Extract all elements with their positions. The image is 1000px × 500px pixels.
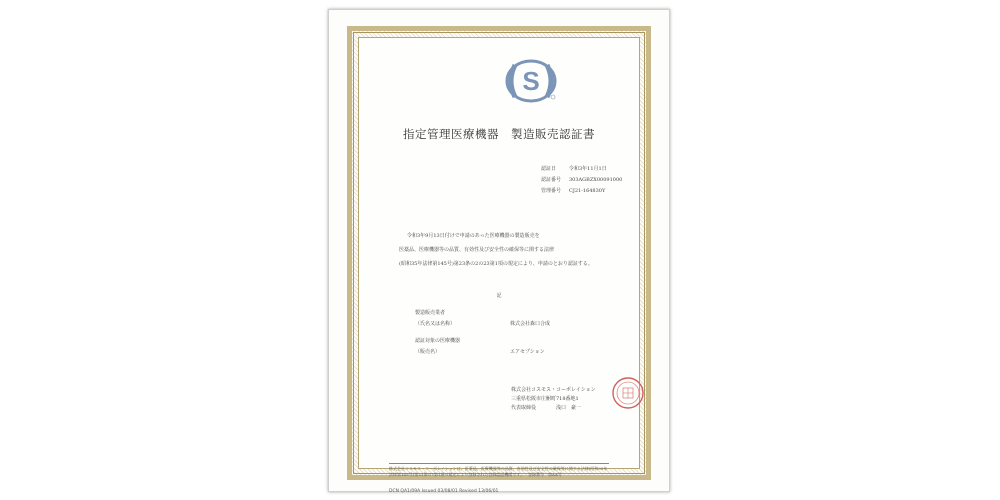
device-group [415,336,550,358]
body-line: 医薬品、医療機器等の品質、有効性及び安全性の確保等に関する法律 [399,247,555,253]
issuer-line: 三重県松阪市庄鮒町718番地1 [511,396,579,402]
meta-value: CJ21-164830Y [569,188,606,194]
document-code: DCN QA1/09A Issued 03/08/01 Revised 13/06/01 [389,489,499,494]
meta-value: 303AGBZX00091000 [569,177,623,183]
certificate-body [399,229,609,271]
certificate-meta [541,164,622,197]
meta-value: 令和3年11月1日 [569,166,607,172]
meta-row-date [541,164,622,175]
device-name: エアセプション [510,349,545,355]
certificate-items [415,308,550,364]
certificate-paper [328,9,670,492]
issuer-block [511,386,596,413]
manufacturer-name: 株式会社森口合成 [510,321,551,327]
meta-key: 認証日 [541,166,557,172]
svg-text:S: S [522,66,540,96]
footer-note: 株式会社コスモス・コーポレイションは、医薬品、医療機器等の品質、有効性及び安全性の確保等に関する法律(昭和35年法律第145号)第23条の7第1項の規定により登録された登録認証機関です。 登録番号 第AA号 [389,466,608,477]
certificate-inner [358,37,640,494]
item-label: 製造販売業者 [415,310,446,316]
manufacturer-group [415,308,550,330]
certificate-title: 指定管理医療機器 製造販売認証書 [403,127,595,141]
body-line: (昭和35年法律第145号)第23条の2の23第1項の規定により、申請のとおり認証する。 [399,261,593,267]
meta-row-number [541,175,622,186]
item-label: （氏名又は名称） [415,321,456,327]
body-line: 令和3年9月13日付けで申請のあった医療機器の製造販売を [407,233,540,239]
footer-divider [389,463,609,464]
meta-key: 認証番号 [541,177,562,183]
issuer-line: 株式会社コスモス・コーポレイション [511,387,596,393]
company-seal-stamp [611,376,645,410]
certificate-border [347,26,651,494]
item-label: （販売名） [415,349,441,355]
ki-heading: 記 [496,293,502,299]
issuer-line: 代表取締役 浅口 豪一 [511,405,582,411]
item-label: 認証対象の医療機器 [415,338,461,344]
meta-row-control [541,186,622,197]
meta-key: 管理番号 [541,188,562,194]
certification-logo [505,59,557,103]
